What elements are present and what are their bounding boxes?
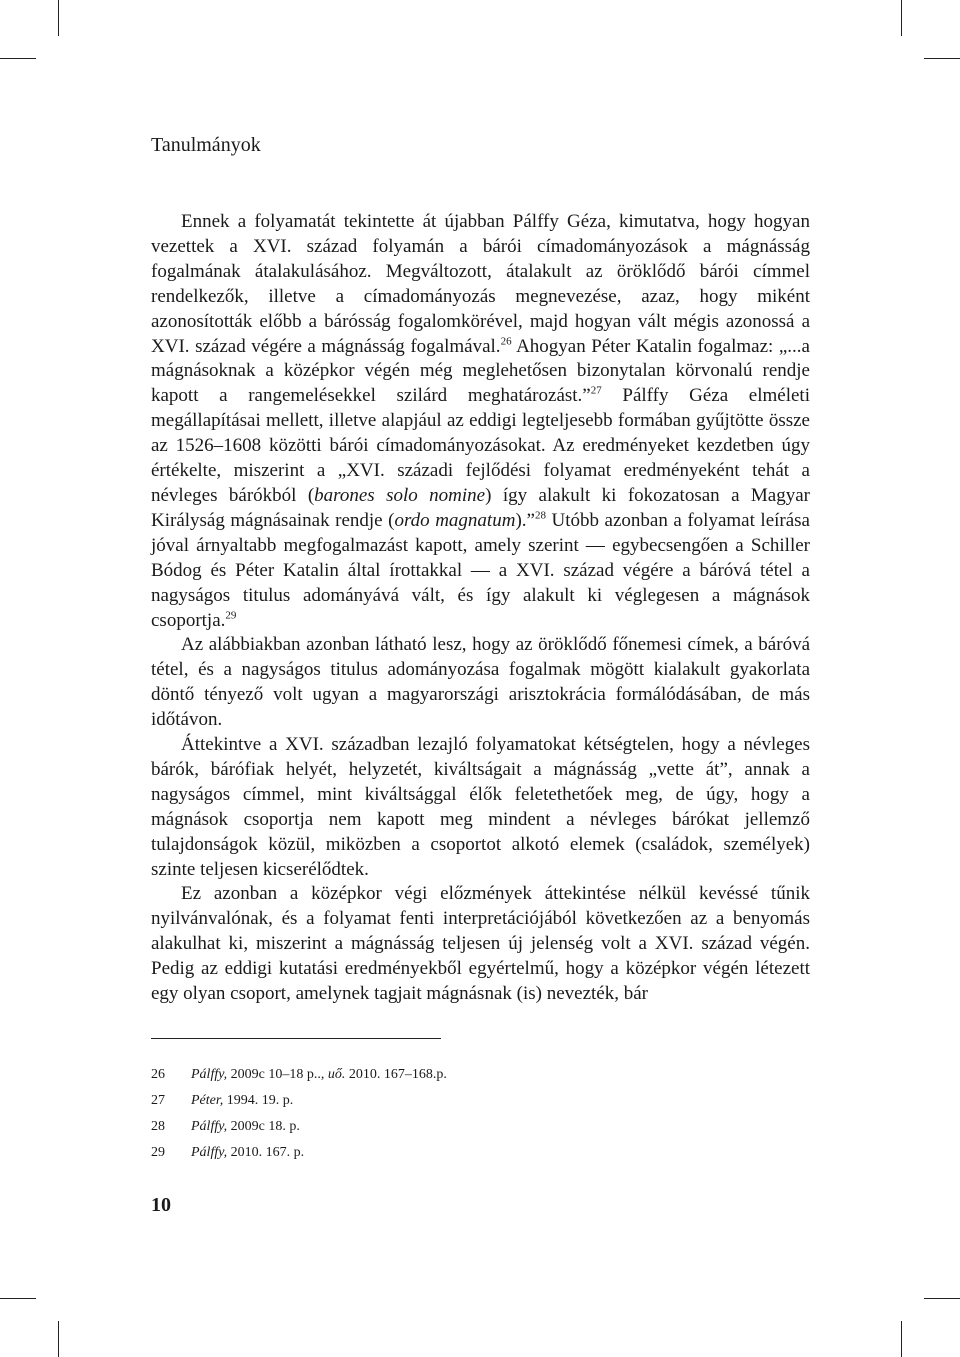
footnote-author: Pálffy,	[191, 1145, 228, 1160]
text-run: ) így alakult ki fokozatosan a Magyar Királyság mágnásainak rendje (	[151, 484, 810, 531]
paragraph: Áttekintve a XVI. században lezajló folyamatokat kétségtelen, hogy a névleges bárók, bárófiak helyét, helyzetét, kiváltságait a mágnásság „vette át”, annak a nagyságos címmel, mint kiváltsággal élők feletethetőek meg, de úgy, hogy a mágnások csoportja nem kapott meg mindent a névleges bárókat jellemző tulajdonságok közül, miközben a csoportot alkotó elemek (családok, személyek) szinte teljesen kicserélődtek.	[151, 734, 810, 880]
text-run: Utóbb azonban a folyamat leírása jóval árnyaltabb megfogalmazást kapott, amely szerint — egybecsengően a Schiller Bódog és Péter Katalin által írottakkal — a XVI. század végére a báróvá tétel a nagyságos titulus adományává vált, és így alakult ki véglegesen a mágnások csoportja.	[151, 509, 810, 631]
footnote	[151, 1144, 447, 1170]
paragraph: Az alábbiakban azonban látható lesz, hogy az öröklődő főnemesi címek, a báróvá tétel, és a nagyságos titulus adományozása fogalmak mögött kialakult gyakorlata döntő tényező volt ugyan a magyarországi arisztokrácia formálódásában, de más időtávon.	[151, 634, 810, 731]
footnote-author: uő.	[327, 1067, 346, 1082]
text-run: ).”	[515, 509, 535, 531]
footnote-text: 1994. 19. p.	[223, 1093, 294, 1108]
footnote-text: 2010. 167. p.	[227, 1145, 305, 1160]
crop-mark	[58, 1321, 59, 1357]
crop-mark	[0, 58, 36, 59]
footnote-number: 28	[151, 1119, 165, 1134]
footnote-number: 26	[151, 1067, 165, 1082]
crop-mark	[924, 1298, 960, 1299]
paragraph: Ez azonban a középkor végi előzmények áttekintése nélkül kevéssé tűnik nyilvánvalónak, és a folyamat fenti interpretációjából következően az a benyomás alakulhat ki, miszerint a mágnásság teljesen új jelenség volt a XVI. század végén. Pedig az eddigi kutatási eredményekből egyértelmű, hogy a középkor végén létezett egy olyan csoport, amelynek tagjait mágnásnak (is) nevezték, bár	[151, 883, 810, 1005]
footnote	[151, 1118, 447, 1144]
footnote-text: 2010. 167–168.p.	[345, 1067, 447, 1082]
footnote	[151, 1092, 447, 1118]
footnote-text: 2009c 18. p.	[227, 1119, 300, 1134]
footnote-ref: 27	[590, 385, 602, 398]
crop-mark	[901, 1321, 902, 1357]
crop-mark	[0, 1298, 36, 1299]
page-number: 10	[151, 1194, 171, 1216]
latin-term: barones solo nomine	[314, 484, 486, 506]
body-text	[151, 210, 810, 1007]
footnote-text: 2009c 10–18 p..,	[227, 1067, 328, 1082]
text-run: Ahogyan Péter Katalin fogalmaz: „...a mágnásoknak a középkor végén még meglehetősen bizonytalan körvonalú rendje kapott a rangemelésekkel szilárd meghatározást.”	[151, 335, 810, 407]
text-run: Pálffy Géza elméleti megállapításai mellett, illetve alapjául az eddigi legteljesebb formában gyűjtötte össze az 1526–1608 közötti bárói címadományozásokat. Az eredményeket kezdetben úgy értékelte, miszerint a „XVI. századi fejlődési folyamat eredményeként tehát a névleges bárókból (	[151, 385, 810, 506]
crop-mark	[58, 0, 59, 36]
footnotes	[151, 1066, 447, 1170]
text-run: Ennek a folyamatát tekintette át újabban Pálffy Géza, kimutatva, hogy hogyan vezettek a XVI. század folyamán a bárói címadományozások a mágnásság fogalmának átalakulásához. Megváltozott, átalakult az öröklődő bárói címmel rendelkezők, illetve a címadományozás megnevezése, azaz, hogy miként azonosították előbb a bárósság fogalomkörével, majd hogyan vált mégis azonossá a XVI. század végére a mágnásság fogalmával.	[151, 211, 810, 357]
footnote-number: 29	[151, 1145, 165, 1160]
latin-term: ordo magnatum	[394, 509, 516, 531]
footnote-ref: 28	[534, 509, 546, 522]
paragraph	[151, 210, 810, 633]
footnote-ref: 26	[500, 335, 512, 348]
crop-mark	[924, 58, 960, 59]
footnote	[151, 1066, 447, 1092]
footnote-author: Péter,	[191, 1093, 224, 1108]
footnote-author: Pálffy,	[191, 1067, 228, 1082]
footnote-separator	[151, 1038, 441, 1039]
running-head: Tanulmányok	[151, 134, 261, 156]
footnote-number: 27	[151, 1093, 165, 1108]
crop-mark	[901, 0, 902, 36]
footnote-ref: 29	[225, 609, 237, 622]
footnote-author: Pálffy,	[191, 1119, 228, 1134]
